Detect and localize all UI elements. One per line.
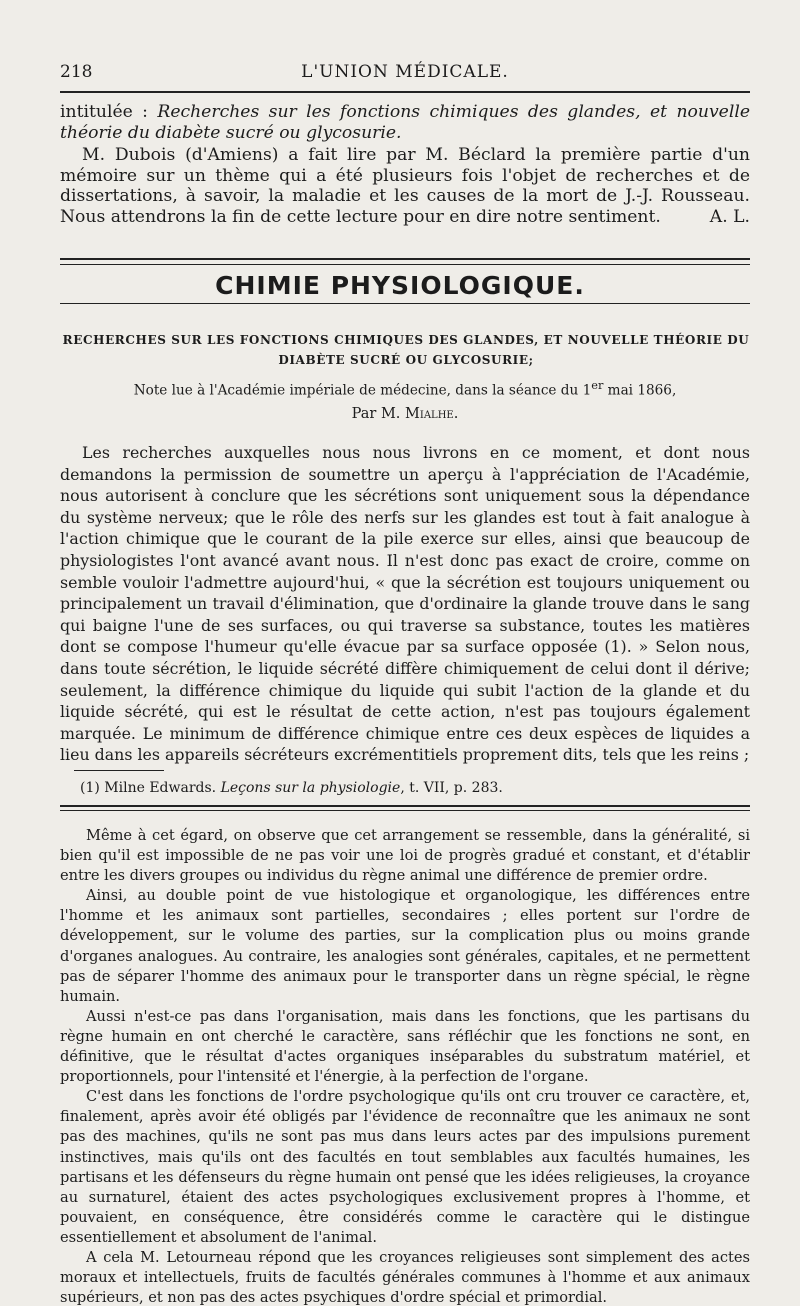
second-article-paragraph: Aussi n'est-ce pas dans l'organisation, mais dans les fonctions, que les partisans du règne humain en ont cherché le caractère, sans réfléchir que les fonctions ne sont, en définitive, que le résultat d'actes organiques inséparables du substratum matériel, et proportionnels, pour l'intensité et l'énergie, à la perfection de l'organe.: [60, 1007, 750, 1086]
note-text-post: mai 1866,: [603, 382, 677, 399]
intro-paragraph-text: M. Dubois (d'Amiens) a fait lire par M. Béclard la première partie d'un mémoire sur un thème qui a été plusieurs fois l'objet de recherches et de dissertations, à savoir, la maladie et les causes de la mort de J.-J. Rousseau. Nous attendrons la fin de cette lecture pour en dire notre sentiment.: [60, 145, 750, 227]
header-rule: [60, 91, 750, 93]
note-text-sup: er: [591, 378, 604, 392]
section-rule-top: [60, 258, 750, 260]
intro-prefix: intitulée :: [60, 102, 158, 122]
article-body-paragraph: Les recherches auxquelles nous nous livrons en ce moment, et dont nous demandons la permission de soumettre un aperçu à l'appréciation de l'Académie, nous autorisent à conclure que les sécrétions sont uniquement sous la dépendance du système nerveux; que le rôle des nerfs sur les glandes est tout à fait analogue à l'action chimique que le courant de la pile exerce sur elles, ainsi que beaucoup de physiologistes l'ont avancé avant nous. Il n'est donc pas exact de croire, comme on semble vouloir l'admettre aujourd'hui, « que la sécrétion est toujours uniquement ou principalement un travail d'élimination, que d'ordinaire la glande trouve dans le sang qui baigne l'une de ses surfaces, ou qui traverse sa substance, toutes les matières dont se compose l'humeur qu'elle évacue par sa surface opposée (1). » Selon nous, dans toute sécrétion, le liquide sécrété diffère chimiquement de celui dont il dérive; seulement, la différence chimique du liquide qui subit l'action de la glande et du liquide sécrété, qui est le résultat de cette action, n'est pas toujours également marquée. Le minimum de différence chimique entre ces deux espèces de liquides a lieu dans les appareils sécréteurs excrémentitiels proprement dits, tels que les reins ;: [60, 443, 750, 765]
second-article-paragraph: Ainsi, au double point de vue histologique et organologique, les différences entre l'homme et les animaux sont partielles, secondaires ; elles portent sur l'ordre de développement, sur le volume des parties, sur la complication plus ou moins grande d'organes analogues. Au contraire, les analogies sont générales, capitales, et ne permettent pas de séparer l'homme des animaux pour le transporter dans un règne spécial, le règne humain.: [60, 887, 750, 1005]
intro-title-line: [60, 102, 750, 143]
footnote-italic: Leçons sur la physiologie: [220, 780, 401, 796]
intro-signature: A. L.: [709, 206, 750, 227]
intro-report-title: Recherches sur les fonctions chimiques des glandes, et nouvelle théorie du diabète sucré ou glycosurie.: [60, 102, 750, 143]
second-article-paragraph: C'est dans les fonctions de l'ordre psychologique qu'ils ont cru trouver ce caractère, et, finalement, après avoir été obligés par l'évidence de reconnaître que les animaux ne sont pas des machines, qu'ils ne sont pas mus dans leurs actes par des impulsions purement instinctives, mais qu'ils ont des facultés en tout semblables aux facultés humaines, les partisans et les défenseurs du règne humain ont pensé que les idées religieuses, la croyance au surnaturel, étaient des actes psychologiques exclusivement propres à l'homme, et pouvaient, en conséquence, être considérés comme le caractère qui le distingue essentiellement et absolument de l'animal.: [60, 1088, 750, 1246]
author-name: Mialhe.: [405, 406, 459, 422]
article-separator-thin: [60, 810, 750, 811]
article-body: [60, 442, 750, 766]
journal-title: L'UNION MÉDICALE.: [301, 62, 509, 82]
second-article-paragraph: A cela M. Letourneau répond que les croyances religieuses sont simplement des actes moraux et intellectuels, fruits de facultés générales communes à l'homme et aux animaux supérieurs, et non pas des actes psychiques d'ordre spécial et primordial.: [60, 1248, 750, 1306]
article-separator-thick: [60, 805, 750, 807]
second-article-paragraph: Même à cet égard, on observe que cet arrangement se ressemble, dans la généralité, si bien qu'il est impossible de ne pas voir une loi de progrès gradué et constant, et d'établir entre les divers groupes ou individus du règne animal une différence de premier ordre.: [60, 827, 750, 885]
footnote-prefix: (1) Milne Edwards.: [80, 780, 221, 796]
author-prefix: Par M.: [351, 406, 406, 422]
footnote: [80, 780, 750, 796]
intro-paragraph: [60, 145, 750, 227]
section-rule-bottom: [60, 303, 750, 304]
page-header: [60, 58, 750, 88]
intro-block: [60, 102, 750, 228]
page-number: 218: [60, 62, 93, 82]
article-note-line: [60, 378, 750, 399]
second-article-body: [60, 826, 750, 1306]
section-rule-top-thin: [60, 264, 750, 265]
footnote-suffix: , t. VII, p. 283.: [400, 780, 503, 796]
article-title: RECHERCHES SUR LES FONCTIONS CHIMIQUES DES GLANDES, ET NOUVELLE THÉORIE DU DIABÈTE SUCRÉ OU GLYCOSURIE;: [62, 333, 750, 367]
footnote-rule: [74, 770, 164, 771]
article-author-line: [60, 406, 750, 422]
note-text-pre: Note lue à l'Académie impériale de médecine, dans la séance du 1: [133, 382, 592, 399]
section-title: CHIMIE PHYSIOLOGIQUE.: [215, 271, 585, 300]
